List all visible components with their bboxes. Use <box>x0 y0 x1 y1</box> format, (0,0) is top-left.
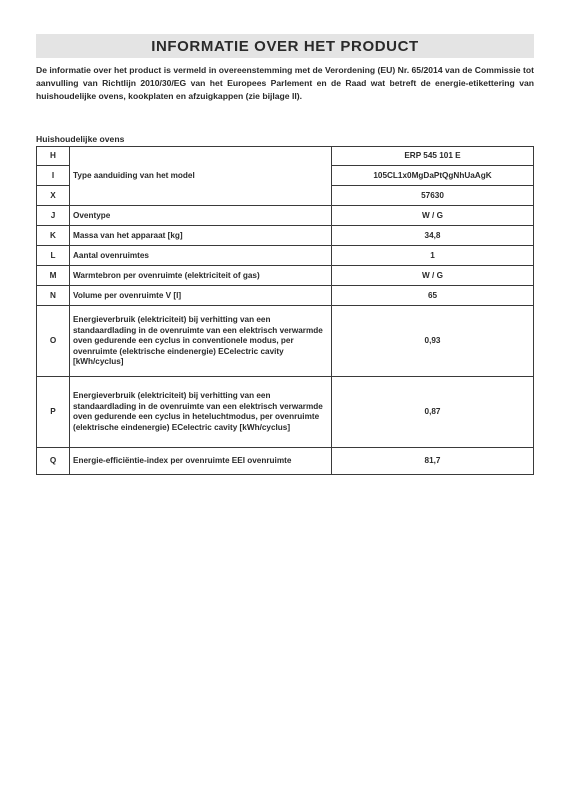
row-code: X <box>37 186 70 206</box>
row-label: Aantal ovenruimtes <box>70 246 332 266</box>
row-code: N <box>37 286 70 306</box>
row-value: W / G <box>332 266 534 286</box>
table-row <box>37 226 534 246</box>
row-value: 105CL1x0MgDaPtQgNhUaAgK <box>332 166 534 186</box>
row-label: Warmtebron per ovenruimte (elektriciteit of gas) <box>70 266 332 286</box>
row-value: 57630 <box>332 186 534 206</box>
product-info-table <box>36 146 534 475</box>
page-title: INFORMATIE OVER HET PRODUCT <box>151 37 419 55</box>
row-value: 34,8 <box>332 226 534 246</box>
row-value: 0,87 <box>332 377 534 448</box>
table-row <box>37 246 534 266</box>
title-bar <box>36 34 534 58</box>
row-code: P <box>37 377 70 448</box>
table-row <box>37 306 534 377</box>
row-value: 81,7 <box>332 448 534 475</box>
table-row <box>37 266 534 286</box>
row-code: L <box>37 246 70 266</box>
row-value: ERP 545 101 E <box>332 147 534 166</box>
table-row <box>37 448 534 475</box>
row-code: H <box>37 147 70 166</box>
intro-paragraph: De informatie over het product is vermeld in overeenstemming met de Verordening (EU) Nr. 65/2014 van de Commissie tot aanvulling van Richtlijn 2010/30/EG van het Europees Parlement en de Raad wat betreft de energie-etikettering van huishoudelijke ovens, kookplaten en afzuigkappen (zie bijlage II). <box>36 65 534 101</box>
row-code: O <box>37 306 70 377</box>
row-label: Energieverbruik (elektriciteit) bij verhitting van een standaardlading in de ovenruimte van een elektrisch verwarmde oven gedurende een cyclus in conventionele modus, per ovenruimte (elektrische eindenergie) ECelectric cavity [kWh/cyclus] <box>70 306 332 377</box>
table-row <box>37 286 534 306</box>
table-row <box>37 206 534 226</box>
row-code: J <box>37 206 70 226</box>
row-value: 0,93 <box>332 306 534 377</box>
row-code: I <box>37 166 70 186</box>
row-code: Q <box>37 448 70 475</box>
row-label: Volume per ovenruimte V [l] <box>70 286 332 306</box>
row-label: Oventype <box>70 206 332 226</box>
row-label: Energie-efficiëntie-index per ovenruimte EEI ovenruimte <box>70 448 332 475</box>
row-code: K <box>37 226 70 246</box>
table-row <box>37 147 534 166</box>
row-code: M <box>37 266 70 286</box>
row-label: Energieverbruik (elektriciteit) bij verhitting van een standaardlading in de ovenruimte van een elektrisch verwarmde oven gedurende een cyclus in heteluchtmodus, per ovenruimte (elektrische eindenergie) ECelectric cavity [kWh/cyclus] <box>70 377 332 448</box>
row-value: W / G <box>332 206 534 226</box>
row-value: 1 <box>332 246 534 266</box>
section-label: Huishoudelijke ovens <box>36 134 125 145</box>
row-value: 65 <box>332 286 534 306</box>
product-info-page <box>36 34 534 475</box>
row-label: Massa van het apparaat [kg] <box>70 226 332 246</box>
table-row <box>37 377 534 448</box>
model-label: Type aanduiding van het model <box>70 147 332 206</box>
